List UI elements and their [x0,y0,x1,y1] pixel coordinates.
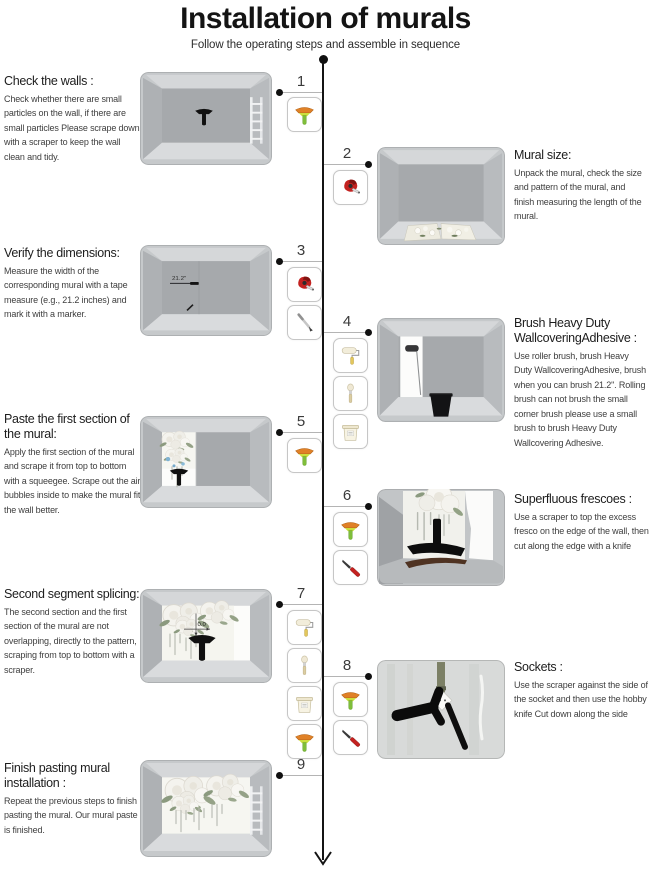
step-text [4,74,142,165]
splice-gap-annotation: 0.0 [197,622,206,629]
step-text [4,246,144,322]
marker-icon [287,305,322,340]
step-body: Unpack the mural, check the size and pattern of the mural, and finish measuring the length of the mural. [514,167,642,222]
squeegee-icon [287,438,322,473]
step-connector [280,432,322,433]
step-number: 6 [342,487,352,504]
step-connector [324,506,366,507]
tape-measure-icon [333,170,368,205]
step-number: 5 [296,413,306,430]
step-dot [365,673,372,680]
knife-icon [333,720,368,755]
squeegee-icon [287,97,322,132]
step-title: Finish pasting mural installation : [4,761,110,790]
step-dot [365,503,372,510]
step-connector [324,332,366,333]
step-text [514,148,647,224]
step-title: Sockets : [514,660,563,674]
step-3-room-illustration [140,245,272,336]
step-text [4,587,146,678]
step-title: Paste the first section of the mural: [4,412,130,441]
step-text [4,412,144,517]
step-7-room-illustration [140,589,272,683]
paste-bucket-icon [287,686,322,721]
roller-brush-icon [333,338,368,373]
step-text [514,492,649,553]
step-tools [333,682,368,755]
step-connector [280,775,322,776]
roller-brush-icon [287,610,322,645]
step-9-room-illustration [140,760,272,857]
step-5-room-illustration [140,416,272,508]
step-body: Use the scraper against the side of the socket and then use the hobby knife Cut down along the side [514,679,648,719]
step-connector [280,604,322,605]
measurement-annotation: 21.2" [172,276,187,283]
step-body: The second section and the first section of the mural are not overlapping, directly to the pattern, scraping from top to bottom with a scraper. [4,606,137,676]
step-number: 9 [296,756,306,773]
step-body: Use a scraper to top the excess fresco on the edge of the wall, then cut along the edge with a knife [514,511,649,551]
step-2-room-illustration [377,147,505,245]
step-body: Repeat the previous steps to finish pasting the mural. Our mural paste is finished. [4,795,138,835]
step-body: Use roller brush, brush Heavy Duty WallcoveringAdhesive, brush when you can brush 21.2". Rolling brush can not brush the small corner brush please use a small brush to brush Heavy Duty Wallcovering Adhesive. [514,350,646,448]
step-dot [276,89,283,96]
step-number: 7 [296,585,306,602]
small-brush-icon [287,648,322,683]
page-title: Installation of murals [180,2,471,35]
step-dot [276,772,283,779]
step-6-closeup-illustration [377,489,505,586]
step-connector [280,261,322,262]
step-body: Apply the first section of the mural and scrape it from top to bottom with a squeegee. Scrape out the air bubbles inside to make the mural fit the wall better. [4,446,141,515]
step-number: 4 [342,313,352,330]
step-tools [287,438,322,473]
step-title: Verify the dimensions: [4,246,120,260]
step-title: Check the walls : [4,74,94,88]
timeline-line [322,63,324,860]
header [0,0,651,51]
small-brush-icon [333,376,368,411]
step-title: Superfluous frescoes : [514,492,632,506]
step-tools [333,170,368,205]
step-1-room-illustration [140,72,272,165]
step-number: 2 [342,145,352,162]
step-dot [365,161,372,168]
step-dot [276,429,283,436]
squeegee-icon [333,682,368,717]
step-connector [324,164,366,165]
step-tools [333,338,368,449]
step-connector [280,92,322,93]
squeegee-icon [333,512,368,547]
step-4-room-illustration [377,318,505,422]
step-number: 1 [296,73,306,90]
paste-bucket-icon [333,414,368,449]
step-dot [276,601,283,608]
step-connector [324,676,366,677]
step-tools [287,97,322,132]
step-8-closeup-illustration [377,660,505,759]
knife-icon [333,550,368,585]
step-dot [365,329,372,336]
step-title: Mural size: [514,148,572,162]
step-text [514,316,648,451]
step-dot [276,258,283,265]
step-tools [287,610,322,759]
step-tools [287,267,322,340]
step-text [4,761,144,837]
step-body: Check whether there are small particles on the wall, if there are small particles Please scrape down with a scraper to keep the wall clean and tidy. [4,93,140,163]
step-text [514,660,649,721]
timeline-end-arrow-icon [313,849,333,867]
tape-measure-icon [287,267,322,302]
step-title: Second segment splicing: [4,587,140,601]
step-number: 3 [296,242,306,259]
squeegee-icon [287,724,322,759]
step-title: Brush Heavy Duty WallcoveringAdhesive : [514,316,637,345]
step-tools [333,512,368,585]
step-number: 8 [342,657,352,674]
page-subtitle: Follow the operating steps and assemble in sequence [190,39,461,51]
step-body: Measure the width of the corresponding mural with a tape measure (e.g., 21.2 inches) and mark it with a marker. [4,265,128,320]
